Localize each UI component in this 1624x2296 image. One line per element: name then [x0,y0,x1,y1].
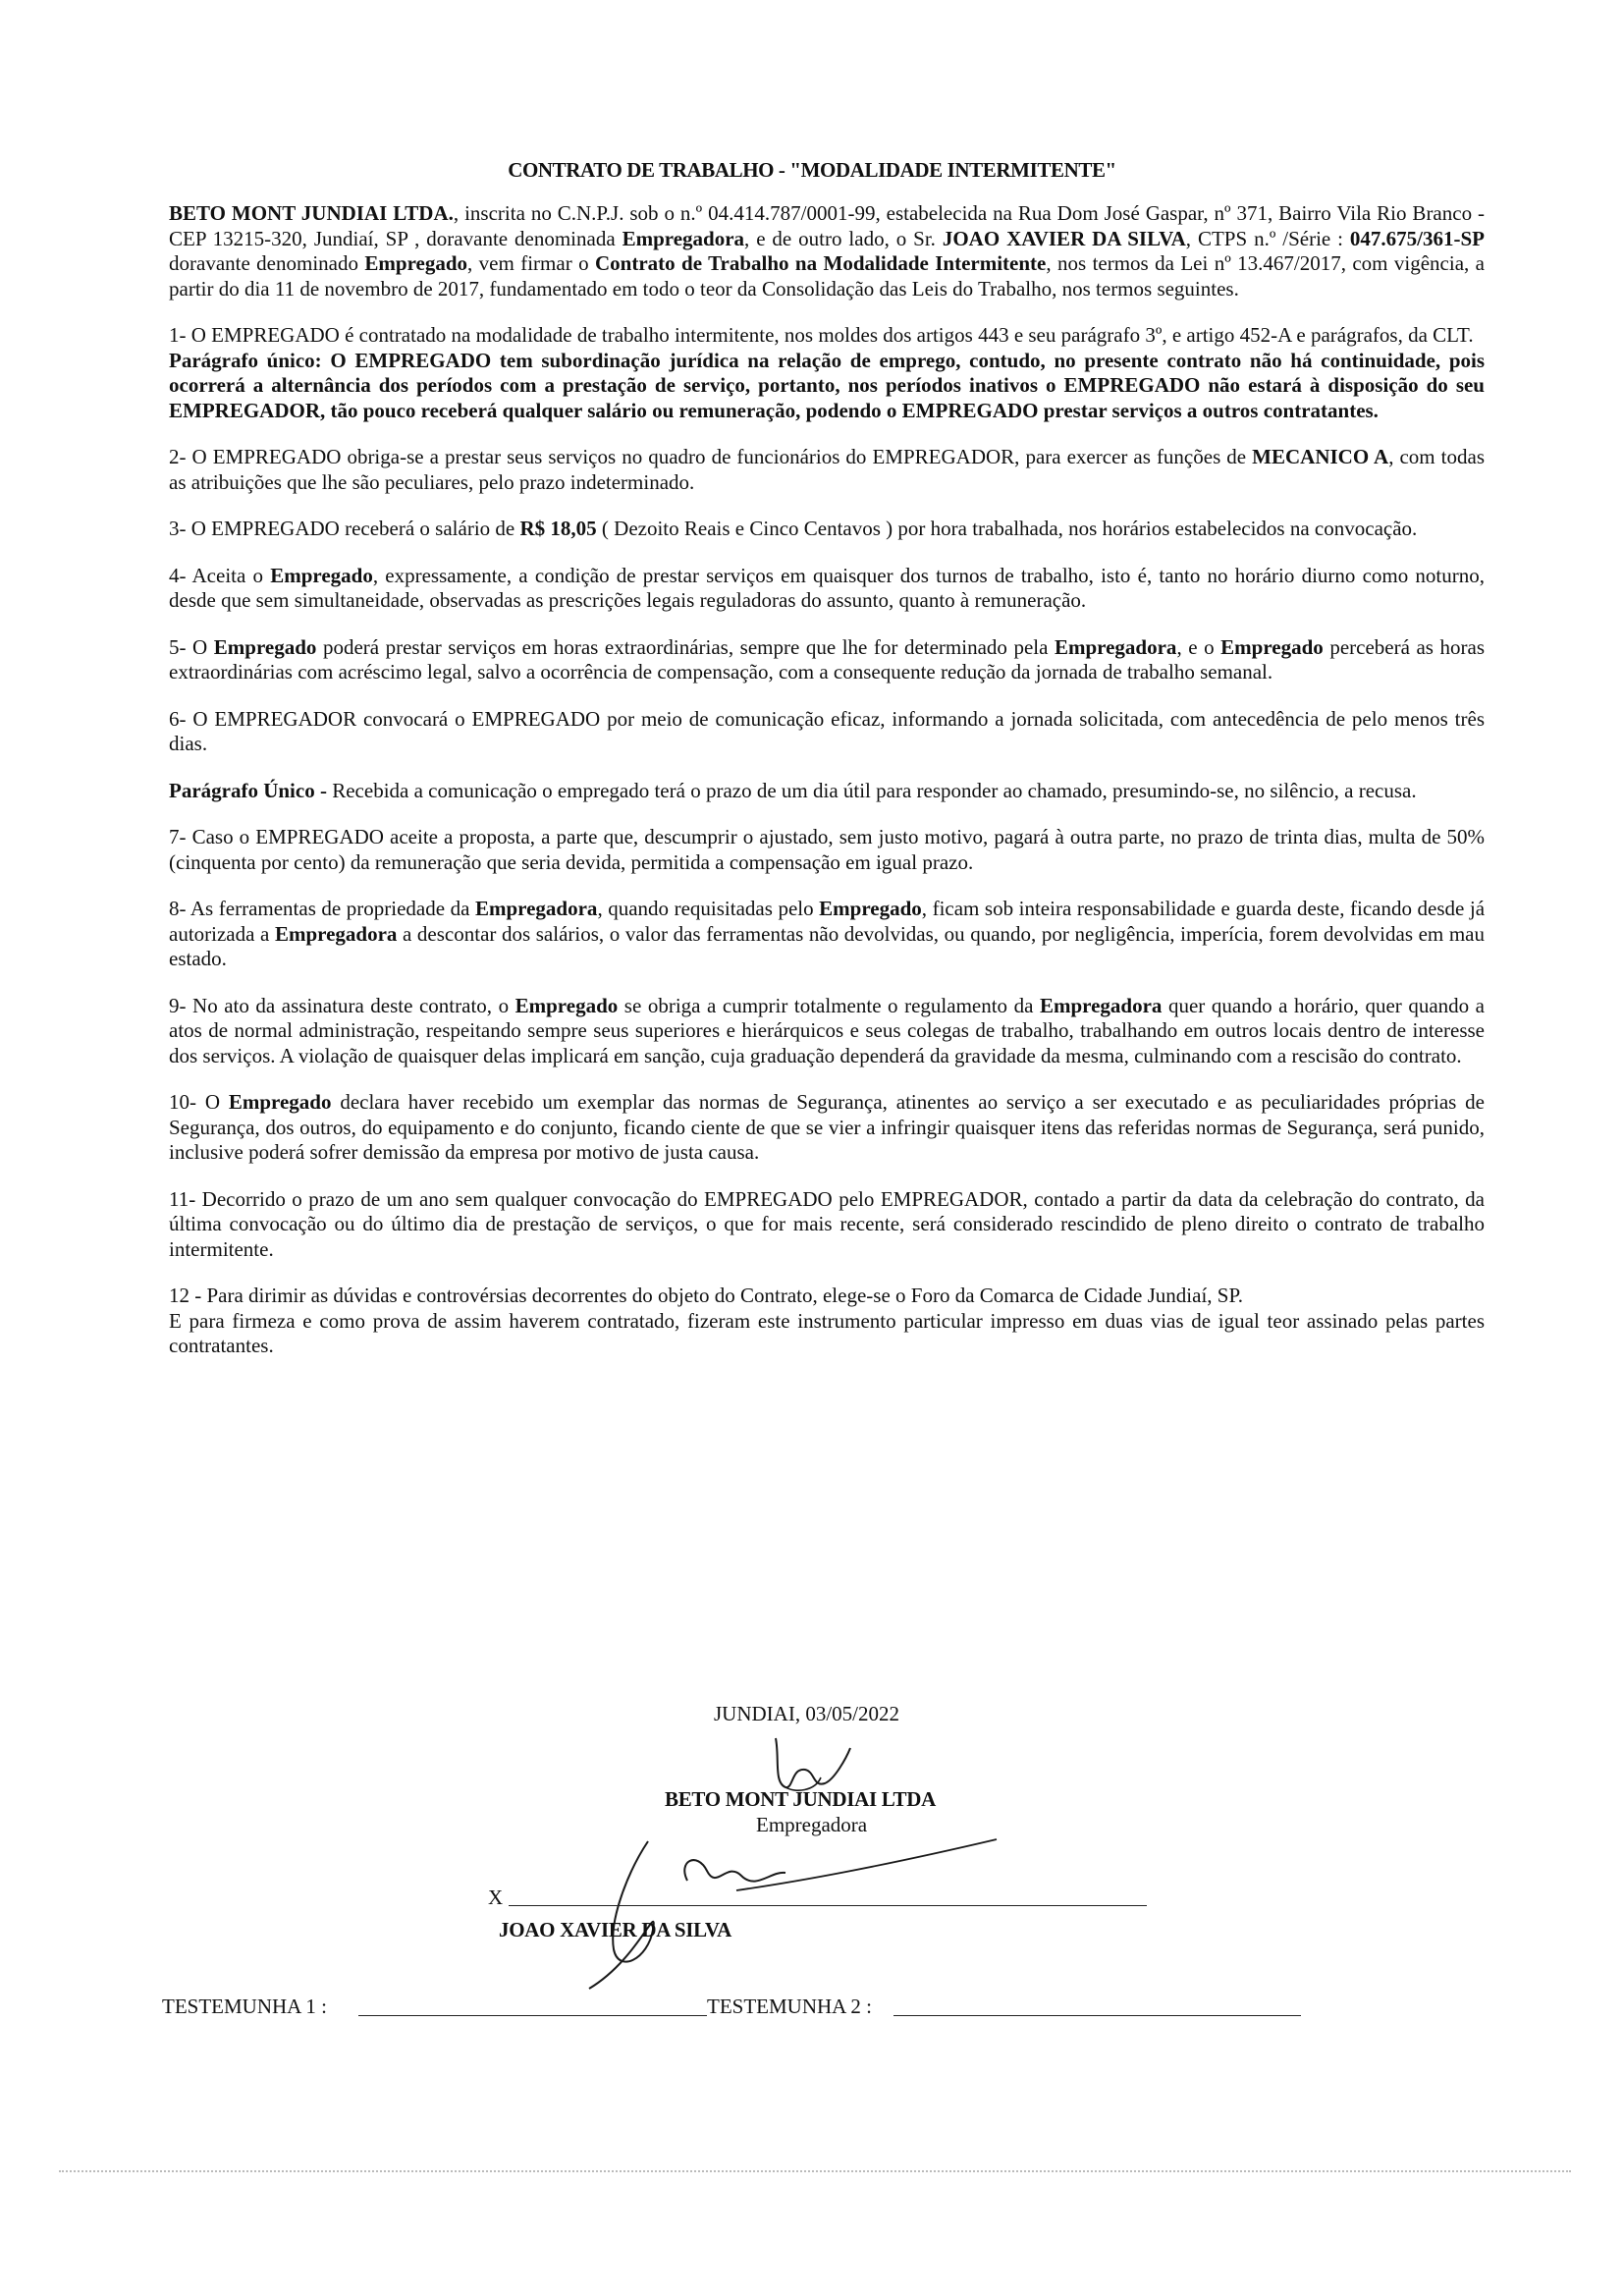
place-date: JUNDIAI, 03/05/2022 [714,1702,899,1725]
clause-5 [169,635,1485,685]
clause-1-paragraph: Parágrafo único: O EMPREGADO tem subordinação jurídica na relação de emprego, contudo, no presente contrato não há continuidade, pois ocorrerá a alternância dos períodos com a prestação de serviço, portanto, nos períodos inativos o EMPREGADO não estará à disposição do seu EMPREGADOR, tão pouco receberá qualquer salário ou remuneração, podendo o EMPREGADO prestar serviços a outros contratantes. [169,348,1485,422]
x-mark: X [488,1886,504,1909]
clause-5-text-1: 5- O [169,634,214,659]
witness-2-line [893,2015,1301,2016]
employer-role: Empregadora [756,1813,868,1836]
clause-9-text-2: se obriga a cumprir totalmente o regulamento da [618,993,1040,1017]
clause-4-bold: Empregado [270,563,373,587]
scan-edge-rule [59,2170,1571,2172]
clause-6-paragraph [169,779,1485,804]
clause-12: 12 - Para dirimir as dúvidas e controvérsias decorrentes do objeto do Contrato, elege-se o Foro da Comarca de Cidade Jundiaí, SP. [169,1284,1244,1307]
clause-2-text-2: , com todas as atribuições que lhe são peculiares, pelo prazo indeterminado. [169,445,1486,494]
clause-8-text-3: , ficam sob inteira responsabilidade e guarda deste, ficando desde já autorizada a [169,897,1486,946]
clause-9-text-3: quer quando a horário, quer quando a atos de normal administração, respeitando sempre seus superiores e hierárquicos e seus colegas de trabalho, trabalhando em outros locais dentro de interesse dos serviços. A violação de quaisquer delas implicará em sanção, cuja graduação dependerá da gravidade da mesma, culminando com a rescisão do contrato. [169,993,1485,1067]
clause-9-bold-1: Empregado [514,993,619,1017]
clause-8-bold-2: Empregado [819,897,922,920]
witness-2-label: TESTEMUNHA 2 : [707,1995,872,2018]
clause-3 [169,517,1485,542]
clause-5-bold-1: Empregado [213,634,317,659]
employer-signatory: BETO MONT JUNDIAI LTDA [665,1787,936,1811]
clause-5-bold-2: Empregadora [1054,634,1177,659]
clause-7: 7- Caso o EMPREGADO aceite a proposta, a parte que, descumprir o ajustado, sem justo motivo, pagará à outra parte, no prazo de trinta dias, multa de 50% (cinquenta por cento) da remuneração que seria devida, permitida a compensação em igual prazo. [169,825,1485,874]
clause-5-bold-3: Empregado [1220,634,1324,659]
clause-4-text-2: , expressamente, a condição de prestar serviços em quaisquer dos turnos de trabalho, isto é, tanto no horário diurno como noturno, desde que sem simultaneidade, observadas as prescrições legais reguladoras do assunto, quanto à remuneração. [169,563,1485,612]
witness-1-line [358,2015,707,2016]
employee-signatory: JOAO XAVIER DA SILVA [499,1918,731,1941]
clause-5-text-3: , e o [1176,634,1221,659]
clause-4-text-1: 4- Aceita o [169,563,271,587]
clause-2 [169,445,1485,495]
clause-5-text-2: poderá prestar serviços em horas extraordinárias, sempre que lhe for determinado pela [316,634,1055,659]
intro-text-3: , CTPS n.º /Série : [1185,226,1350,250]
clause-1: 1- O EMPREGADO é contratado na modalidade de trabalho intermitente, nos moldes dos artigos 443 e seu parágrafo 3º, e artigo 452-A e parágrafos, da CLT. [169,323,1474,347]
clause-10-text-2: declara haver recebido um exemplar das normas de Segurança, atinentes ao serviço a ser executado e as peculiaridades próprias de Segurança, dos outros, do equipamento e do conjunto, ficando ciente de que se vier a infringir quaisquer itens das referidas normas de Segurança, será punido, inclusive poderá sofrer demissão da empresa por motivo de justa causa. [169,1090,1485,1164]
clause-3-text-2: ( Dezoito Reais e Cinco Centavos ) por hora trabalhada, nos horários estabelecidos na convocação. [596,517,1418,540]
document-title: CONTRATO DE TRABALHO - "MODALIDADE INTERMITENTE" [508,158,1116,182]
intro-text-2: , e de outro lado, o Sr. [744,226,943,250]
employer-term: Empregadora [622,226,745,250]
employee-name: JOAO XAVIER DA SILVA [942,226,1186,250]
intro-text-4: doravante denominado [169,251,365,275]
clause-8-bold-1: Empregadora [474,897,598,920]
salary-amount: R$ 18,05 [519,517,597,540]
closing-statement: E para firmeza e como prova de assim haverem contratado, fizeram este instrumento particular impresso em duas vias de igual teor assinado pelas partes contratantes. [169,1308,1485,1357]
clause-9-text-1: 9- No ato da assinatura deste contrato, o [169,993,515,1017]
ctps-number: 047.675/361-SP [1349,226,1486,250]
employee-term: Empregado [364,251,468,275]
employee-signature-line [509,1905,1147,1906]
clause-3-text-1: 3- O EMPREGADO receberá o salário de [169,517,520,540]
clause-10-bold-1: Empregado [228,1090,332,1114]
clause-6: 6- O EMPREGADOR convocará o EMPREGADO por meio de comunicação eficaz, informando a jornada solicitada, com antecedência de pelo menos três dias. [169,706,1485,755]
clause-9 [169,994,1485,1069]
clause-8 [169,897,1485,972]
clause-6-paragraph-label: Parágrafo Único - [169,778,327,802]
clause-8-text-4: a descontar dos salários, o valor das ferramentas não devolvidas, ou quando, por negligência, imperícia, forem devolvidas em mau estado. [169,921,1485,970]
clause-10 [169,1090,1485,1166]
intro-text-5: , vem firmar o [467,251,595,275]
clause-2-text-1: 2- O EMPREGADO obriga-se a prestar seus serviços no quadro de funcionários do EMPREGADOR, para exercer as funções de [169,445,1253,468]
job-role: MECANICO A [1252,445,1389,468]
clause-9-bold-2: Empregadora [1039,993,1163,1017]
clause-8-bold-3: Empregadora [274,921,398,946]
clause-4 [169,564,1485,614]
contract-name: Contrato de Trabalho na Modalidade Intermitente [595,251,1047,275]
clause-10-text-1: 10- O [169,1090,229,1114]
contract-body [169,201,1485,1359]
clause-5-text-4: perceberá as horas extraordinárias com acréscimo legal, salvo a ocorrência de compensação, com a consequente redução da jornada de trabalho semanal. [169,634,1485,683]
employee-signature [560,1812,1021,1994]
intro-text-1: , inscrita no C.N.P.J. sob o n.º 04.414.787/0001-99, estabelecida na Rua Dom José Gaspar, nº 371, Bairro Vila Rio Branco - CEP 13215-320, Jundiaí, SP , doravante denominada [169,201,1485,250]
clause-8-text-1: 8- As ferramentas de propriedade da [169,897,475,920]
clause-11: 11- Decorrido o prazo de um ano sem qualquer convocação do EMPREGADO pelo EMPREGADOR, contado a partir da data da celebração do contrato, da última convocação ou do último dia de prestação de serviços, o que for mais recente, será considerado rescindido de pleno direito o contrato de trabalho intermitente. [169,1186,1485,1261]
intro-paragraph [169,201,1485,301]
company-name: BETO MONT JUNDIAI LTDA. [169,201,454,225]
clause-8-text-2: , quando requisitadas pelo [597,897,820,920]
intro-text-6: , nos termos da Lei nº 13.467/2017, com vigência, a partir do dia 11 de novembro de 2017, fundamentado em todo o teor da Consolidação das Leis do Trabalho, nos termos seguintes. [169,251,1486,301]
witness-1-label: TESTEMUNHA 1 : [162,1995,327,2018]
clause-6-paragraph-text: Recebida a comunicação o empregado terá o prazo de um dia útil para responder ao chamado, presumindo-se, no silêncio, a recusa. [326,778,1417,802]
